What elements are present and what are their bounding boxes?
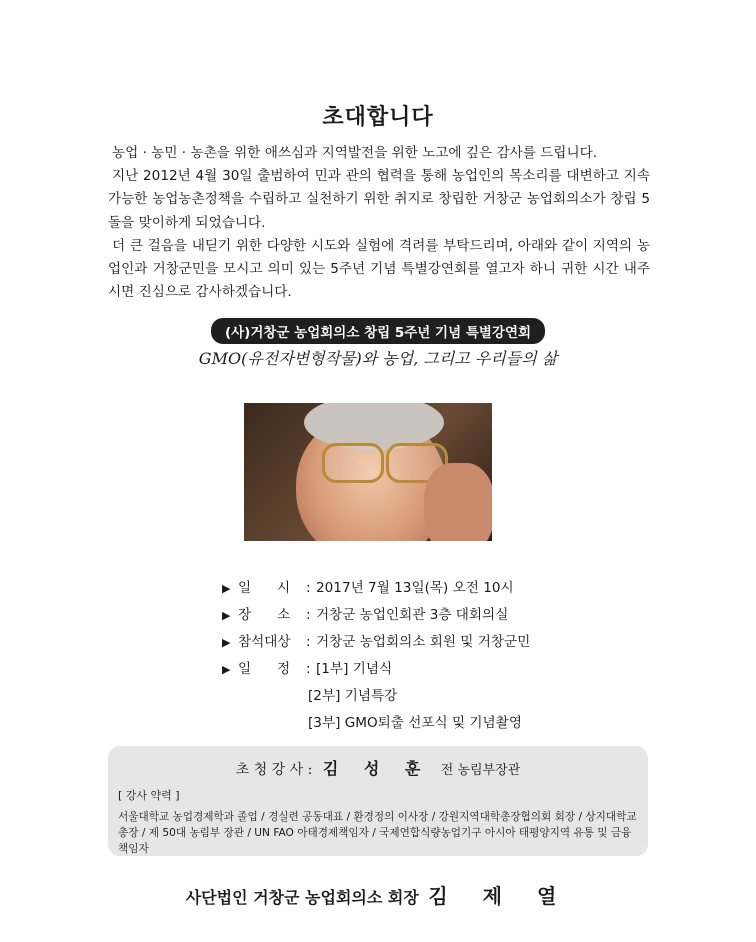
intro-text — [108, 142, 650, 304]
detail-date — [222, 575, 642, 602]
schedule-item-2: [2부] 기념특강 — [308, 688, 398, 704]
place-value: 거창군 농업인회관 3층 대회의실 — [316, 607, 509, 623]
event-subtitle: GMO(유전자변형작물)와 농업, 그리고 우리들의 삶 — [198, 349, 558, 368]
event-banner: (사)거창군 농업회의소 창립 5주년 기념 특별강연회 — [211, 318, 545, 344]
detail-schedule — [222, 656, 642, 683]
schedule-item-3: [3부] GMO퇴출 선포식 및 기념촬영 — [308, 715, 522, 731]
colon: : — [306, 607, 311, 623]
signature-name: 김 제 열 — [428, 884, 571, 908]
arrow-right-icon: ▶ — [222, 609, 231, 622]
attendees-value: 거창군 농업회의소 회원 및 거창군민 — [316, 634, 531, 650]
event-details — [222, 575, 642, 737]
page-title: 초대합니다 — [322, 105, 434, 130]
signature-org: 사단법인 거창군 농업회의소 회장 — [185, 888, 419, 907]
speaker-hand — [424, 463, 492, 541]
signature — [0, 880, 756, 909]
bio-label: [ 강사 약력 ] — [118, 789, 180, 802]
speaker-bio: 서울대학교 농업경제학과 졸업 / 경실련 공동대표 / 환경정의 이사장 / 강원지역대학총장협의회 회장 / 상지대학교 총장 / 제 50대 농림부 장관 / UN FAO 아태경제책임자 / 국제연합식량농업기구 아시아 태평양지역 유통 및 금융 책임자 — [118, 811, 637, 855]
arrow-right-icon: ▶ — [222, 636, 231, 649]
detail-schedule-cont — [222, 683, 642, 710]
speaker-name: 김 성 훈 — [322, 759, 431, 778]
speaker-label: 초 청 강 사 : — [235, 762, 313, 778]
intro-paragraph-1: 농업 · 농민 · 농촌을 위한 애쓰심과 지역발전을 위한 노고에 깊은 감사를 드립니다. — [112, 145, 598, 161]
colon: : — [306, 634, 311, 650]
event-banner-wrap — [0, 318, 756, 344]
detail-place — [222, 602, 642, 629]
attendees-label: 참석대상 — [238, 634, 291, 650]
schedule-label: 일 정 — [238, 661, 291, 677]
speaker-position: 전 농림부장관 — [440, 763, 521, 778]
date-value: 2017년 7월 13일(목) 오전 10시 — [316, 580, 514, 596]
intro-paragraph-3: 더 큰 걸음을 내딛기 위한 다양한 시도와 실험에 격려를 부탁드리며, 아래와 같이 지역의 농업인과 거창군민을 모시고 의미 있는 5주년 기념 특별강연회를 열고자 하니 귀한 시간 내주시면 진심으로 감사하겠습니다. — [108, 237, 650, 301]
speaker-photo — [244, 403, 492, 541]
arrow-right-icon: ▶ — [222, 663, 231, 676]
place-label: 장 소 — [238, 607, 291, 623]
colon: : — [306, 580, 311, 596]
intro-paragraph-2: 지난 2012년 4월 30일 출범하여 민과 관의 협력을 통해 농업인의 목소리를 대변하고 지속가능한 농업농촌정책을 수립하고 실천하기 위한 취지로 창립한 거창군 농업회의소가 창립 5돌을 맞이하게 되었습니다. — [108, 168, 650, 231]
speaker-box — [108, 746, 648, 856]
glasses-left-lens — [322, 443, 384, 483]
speaker-heading — [118, 756, 638, 779]
arrow-right-icon: ▶ — [222, 582, 231, 595]
detail-attendees — [222, 629, 642, 656]
detail-schedule-cont — [222, 710, 642, 737]
colon: : — [306, 661, 311, 677]
date-label: 일 시 — [238, 580, 291, 596]
schedule-item-1: [1부] 기념식 — [316, 661, 393, 677]
